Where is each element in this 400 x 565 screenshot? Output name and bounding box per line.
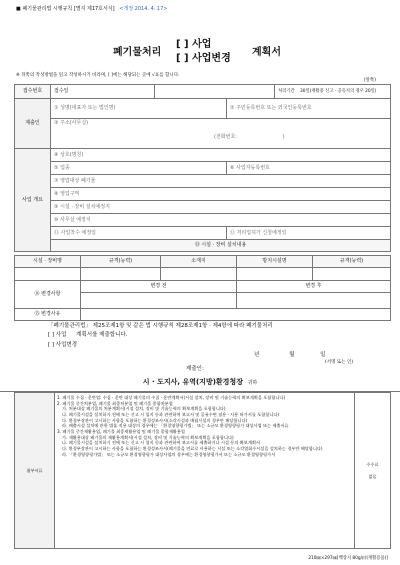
office-site-field[interactable] <box>51 214 391 227</box>
change-reason-label: ⑮ 변경사유 <box>15 309 81 321</box>
instructions: ※ 뒤쪽의 작성방법을 읽고 작성하시기 바라며, [ ]에는 해당되는 곳에 √표를 합니다. <box>16 73 180 78</box>
attachment-item: 나. 폐기물시설을 설치하기 전에 또는 신고 시 입지 등과 관련하여 보고서 및 공유수면 점용 · 사용 허가서를 포함합니다) <box>62 412 280 418</box>
equipment-col-location: 소재지 <box>161 256 237 268</box>
applicant-address-label: ③ 주소(사무실) <box>54 120 89 126</box>
changes-after-field[interactable] <box>237 293 391 309</box>
applicant-regno-field[interactable] <box>227 99 391 119</box>
waste-types-label: ⑦ 영업대상 폐기물 <box>54 177 96 184</box>
title-option-business[interactable]: [ ] 사업 <box>176 39 212 50</box>
recipient-honorific: 귀하 <box>247 380 258 386</box>
office-site-label: ⑩ 사무실 예정지 <box>54 216 91 223</box>
declaration-submit-text: 계획서를 제출합니다. <box>76 332 128 339</box>
declaration <box>48 322 388 350</box>
attachment-item: 3. 폐기물 중간재활용업, 폐기물 최종재활용업 및 폐기물 종합재활용업 <box>57 429 185 435</box>
equipment-cell[interactable] <box>313 268 391 281</box>
attachment-item: 다. 환경부장관이 고시하는 사항을 포함하는 환경성조사서(폐기물을 연료로 사용하는 시설 또는 소각열회수시설을 설치하는 경우만 해당합니다) <box>62 446 323 452</box>
application-table <box>14 84 391 252</box>
business-type-field[interactable] <box>51 162 227 175</box>
trade-name-field[interactable] <box>51 149 391 162</box>
change-reason-field[interactable] <box>81 309 391 321</box>
facility-site-label: ⑨ 시설 · 장비 설치예정지 <box>54 203 110 210</box>
receipt-number-label: 접수번호 <box>15 85 51 99</box>
fee-value: 없음 <box>368 473 377 479</box>
page-side-note: (앞쪽) <box>363 78 376 83</box>
attachment-item: 나. 폐기물시설을 설치하기 전에 또는 신고 시 입지 등과 관련하여 보고서를 제출하거나 시설 등의 확보계획서 <box>62 440 260 446</box>
changes-before-field[interactable] <box>81 293 237 309</box>
trade-name-label: ④ 상호(명칭) <box>54 151 84 158</box>
attachments-label: 첨부서류 <box>15 393 55 549</box>
equipment-col-name: 시설 · 장비명 <box>15 256 81 268</box>
changes-after-label: 변경 후 <box>237 281 391 293</box>
declaration-options <box>48 331 388 340</box>
attachment-item: 라. 「환경영향평가법」 또는 소규모 환경영향평가 대상사업의 경우에는 환경영향평가서 또는 소규모 환경영향평가서 <box>62 451 276 457</box>
fee-cell <box>355 393 391 549</box>
declaration-option-change[interactable]: [ ] 사업변경 <box>48 341 78 348</box>
attachment-item: 2. 폐기물 중간처분업, 폐기물 최종처분업 및 폐기물 종합처분업 <box>57 400 173 406</box>
processing-period-cell <box>275 85 391 99</box>
equipment-cell[interactable] <box>81 268 161 281</box>
bizno-label: ⑥ 사업자등록번호 <box>230 164 270 171</box>
declaration-option-business[interactable]: [ ] 사업 <box>48 332 67 339</box>
start-date-label: ⑪ 사업착수 예정일 <box>54 229 96 236</box>
applicant-address-field[interactable] <box>51 119 391 149</box>
attachment-item: 가. 재활용대상 폐기물의 재활용계획서(시설 설치, 장비 및 기술능력의 확보계획을 포함합니다) <box>62 434 234 440</box>
applicant-phone-label: (전화번호: <box>214 134 237 141</box>
attachment-item: 다. 환경부장관이 고시하는 사항을 포함하는 환경성조사서(소각시설과 매립시설의 경우만 해당합니다) <box>62 417 248 423</box>
declaration-text: 「폐기물관리법」 제25조제1항 및 같은 법 시행규칙 제28조제1항 · 제4항에 따라 폐기물처리 <box>48 323 273 329</box>
recipient-authority: 시 · 도지사, 유역(지방)환경청장 <box>142 378 243 386</box>
date-year: 년 <box>254 352 260 358</box>
form-title <box>0 36 400 70</box>
applicant-regno-label: ② 주민등록번호 또는 외국인등록번호 <box>230 105 312 112</box>
title-option-business-change[interactable]: [ ] 사업변경 <box>176 53 231 64</box>
equipment-col-spec: 규격(능력) <box>81 256 161 268</box>
equipment-cell[interactable] <box>237 268 313 281</box>
attachments-list <box>55 393 355 549</box>
equipment-table <box>14 255 391 321</box>
date-day: 일 <box>320 352 326 358</box>
fee-label: 수수료 <box>366 461 379 467</box>
business-area-label: ⑧ 영업구역 <box>54 190 80 197</box>
processing-period-value: 30일(재활용 신고 · 공유지의 경우 20일) <box>299 88 377 94</box>
business-area-field[interactable] <box>51 188 391 201</box>
equipment-title: ⑬ 시설 · 장비 설치내용 <box>51 240 391 252</box>
applicant-label: 제출인 <box>15 99 51 149</box>
equipment-col-prevention: 방지시설명 <box>237 256 313 268</box>
attachments-table <box>14 392 391 549</box>
changes-label: ⑭ 변경사항 <box>15 281 81 309</box>
applicant-name-field[interactable] <box>51 99 227 119</box>
title-suffix: 계획서 <box>252 47 281 58</box>
paper-spec-footer: 210㎜×297㎜[백상지 80g/㎡(재활용품)] <box>308 556 388 561</box>
equipment-cell[interactable] <box>161 268 237 281</box>
bizno-field[interactable] <box>227 162 391 175</box>
applicant-phone-line <box>214 134 387 140</box>
applicant-name-label: ① 성명(대표자 또는 법인명) <box>54 105 116 112</box>
processing-period-label: 처리기간 <box>278 88 295 94</box>
business-type-label: ⑤ 업종 <box>54 164 70 171</box>
attachment-item: 라. 배출시설 설치에 관한 법률 적용 대상의 경우에는 「환경영향평가법」 또는 소규모 환경영향평가 대상사업 또는 제출서류 <box>62 423 289 429</box>
signature-label: 제출인: <box>186 366 204 372</box>
form-header <box>16 6 168 12</box>
attachment-item: 1. 폐기물 수집 · 운반업: 수집 · 운반 대상 폐기물의 수집 · 운반계획서(시설 설치, 장비 및 기술능력의 확보계획을 포함합니다) <box>57 395 286 400</box>
date-month: 월 <box>289 352 295 358</box>
attachment-item: 가. 처분대상 폐기물의 처분계획서(시설 설치, 장비 및 기술능력의 확보계획을 포함합니다) <box>62 406 226 412</box>
receipt-date-value[interactable] <box>155 85 275 99</box>
start-date-field[interactable] <box>51 227 227 240</box>
approval-date-field[interactable] <box>227 227 391 240</box>
equipment-col-prevention-spec: 규격(능력) <box>313 256 391 268</box>
applicant-phone-close: ) <box>282 134 285 141</box>
date-line <box>254 352 325 359</box>
receipt-date-cell <box>51 85 155 99</box>
facility-site-field[interactable] <box>51 201 391 214</box>
changes-before-label: 변경 전 <box>81 281 237 293</box>
form-reference: ■ 폐기물관리법 시행규칙 [별지 제17호서식] <box>16 6 115 12</box>
recipient-line <box>0 378 400 392</box>
business-overview-label: 사업 개요 <box>15 149 51 252</box>
waste-types-field[interactable] <box>51 175 391 188</box>
approval-date-label: ⑫ 처리업허가 신청예정일 <box>230 229 287 236</box>
signature-hint[interactable]: (서명 또는 인) <box>325 360 354 365</box>
title-main: 폐기물처리 <box>113 47 162 58</box>
revision-note: <개정 2014. 4. 17> <box>119 6 168 12</box>
receipt-date-label: 접수일 <box>54 88 69 95</box>
equipment-cell[interactable] <box>15 268 81 281</box>
